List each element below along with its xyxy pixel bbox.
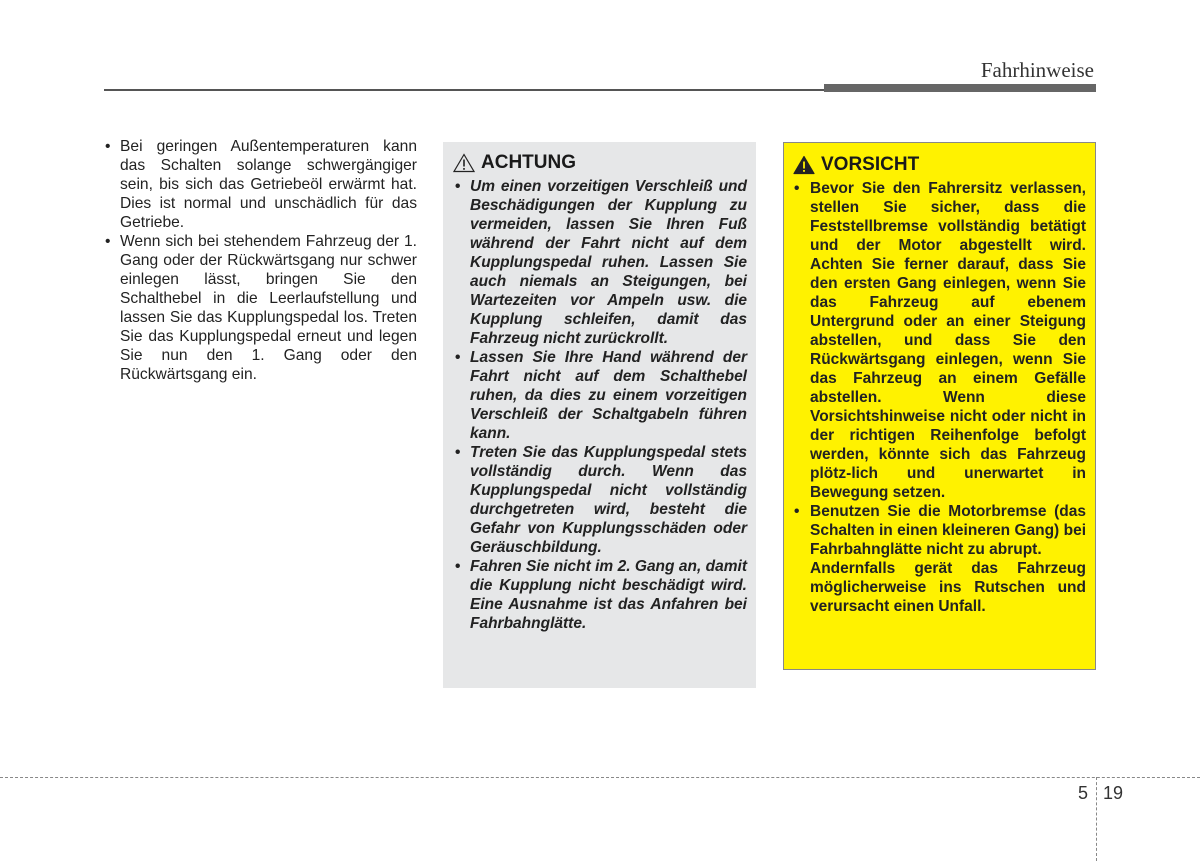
vorsicht-title: VORSICHT bbox=[821, 154, 920, 175]
footer-divider bbox=[1096, 777, 1097, 861]
list-item: • Lassen Sie Ihre Hand während der Fahrt nicht auf dem Schalthebel ruhen, da dies zu einem vorzeitigen Verschleiß der Schaltgabeln führen kann. bbox=[453, 348, 747, 443]
achtung-list bbox=[453, 177, 747, 633]
list-item: • Wenn sich bei stehendem Fahrzeug der 1. Gang oder der Rückwärtsgang nur schwer einlegen lässt, bringen Sie den Schalthebel in die Leerlaufstellung und lassen Sie das Kupplungspedal los. Treten Sie das Kupplungspedal erneut und legen Sie nun den 1. Gang oder den Rückwärtsgang ein. bbox=[104, 232, 417, 384]
warning-triangle-icon bbox=[453, 153, 475, 173]
vorsicht-list bbox=[793, 179, 1086, 616]
vorsicht-heading bbox=[793, 154, 1086, 176]
list-item: • Um einen vorzeitigen Verschleiß und Beschädigungen der Kupplung zu vermeiden, lassen Sie Ihren Fuß während der Fahrt nicht auf dem Kupplungspedal ruhen. Lassen Sie auch niemals an Steigungen, bei Wartezeiten vor Ampeln usw. die Kupplung schleifen, damit das Fahrzeug nicht zurückrollt. bbox=[453, 177, 747, 348]
body-text-column bbox=[104, 137, 417, 384]
list-item: • Benutzen Sie die Motorbremse (das Schalten in einen kleineren Gang) bei Fahrbahnglätte nicht zu abrupt. bbox=[793, 502, 1086, 559]
header-rule bbox=[104, 89, 824, 91]
chapter-number: 5 bbox=[1078, 783, 1089, 803]
list-item: • Treten Sie das Kupplungspedal stets vollständig durch. Wenn das Kupplungspedal nicht vollständig durchgetreten wird, besteht die Gefahr von Kupplungsschäden oder Geräuschbildung. bbox=[453, 443, 747, 557]
achtung-heading bbox=[453, 152, 747, 174]
warning-triangle-icon bbox=[793, 155, 815, 175]
vorsicht-notice-box bbox=[783, 142, 1096, 670]
achtung-title: ACHTUNG bbox=[481, 152, 576, 173]
list-item: • Bevor Sie den Fahrersitz verlassen, stellen Sie sicher, dass die Feststellbremse vollständig betätigt und der Motor abgestellt wird. Achten Sie ferner darauf, dass Sie den ersten Gang einlegen, wenn Sie das Fahrzeug auf ebenem Untergrund oder an einer Steigung abstellen, und dass Sie den Rückwärtsgang einlegen, wenn Sie das Fahrzeug an einem Gefälle abstellen. Wenn diese Vorsichtshinweise nicht oder nicht in der richtigen Reihenfolge befolgt werden, könnte sich das Fahrzeug plötz-lich und unerwartet in Bewegung setzen. bbox=[793, 179, 1086, 502]
list-item: • Fahren Sie nicht im 2. Gang an, damit die Kupplung nicht beschädigt wird. Eine Ausnahme ist das Anfahren bei Fahrbahnglätte. bbox=[453, 557, 747, 633]
section-title: Fahrhinweise bbox=[980, 58, 1094, 82]
achtung-notice-box bbox=[443, 142, 756, 688]
page-number: 19 bbox=[1103, 783, 1124, 803]
header-rule-accent bbox=[824, 84, 1096, 92]
vorsicht-followup-text: Andernfalls gerät das Fahrzeug möglicherweise ins Rutschen und verursacht einen Unfall. bbox=[810, 560, 1086, 615]
list-item: • Bei geringen Außentemperaturen kann das Schalten solange schwergängiger sein, bis sich das Getriebeöl erwärmt hat. Dies ist normal und unschädlich für das Getriebe. bbox=[104, 137, 417, 232]
footer-rule bbox=[0, 777, 1200, 778]
